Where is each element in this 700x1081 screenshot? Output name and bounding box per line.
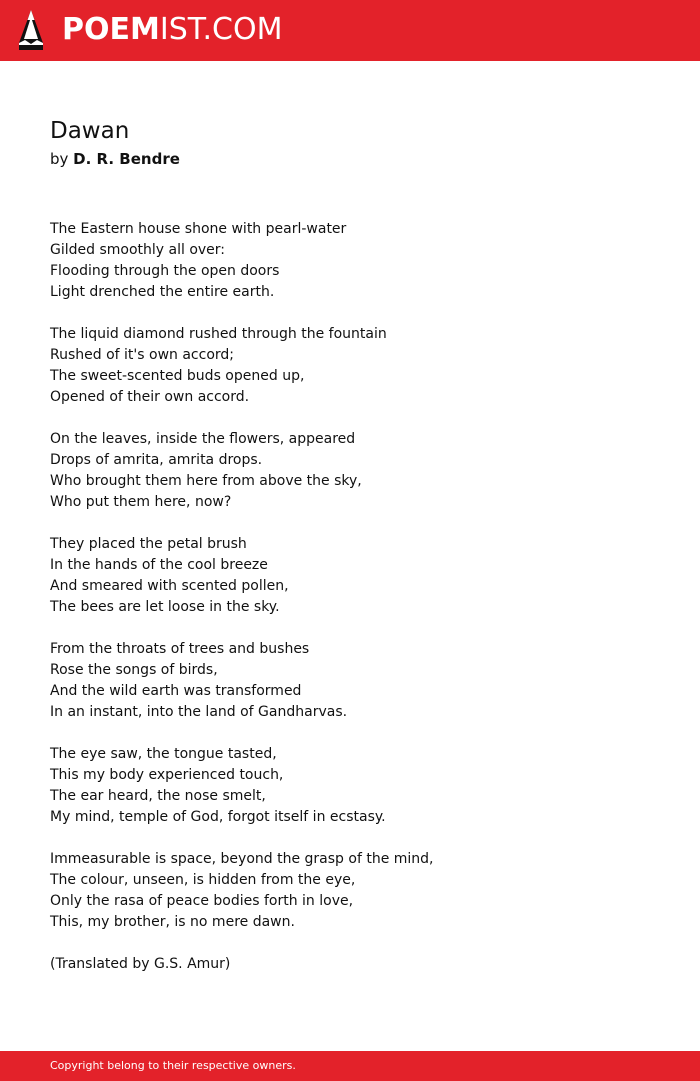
poem-line: The ear heard, the nose smelt, xyxy=(50,788,266,804)
poem-line: The bees are let loose in the sky. xyxy=(50,599,280,615)
translator-line: (Translated by G.S. Amur) xyxy=(50,956,231,972)
copyright-text: Copyright belong to their respective owners. xyxy=(50,1059,296,1072)
poem-line: Flooding through the open doors xyxy=(50,263,280,279)
poem-line: The colour, unseen, is hidden from the eye, xyxy=(50,872,356,888)
poem-line: Who put them here, now? xyxy=(50,494,232,510)
stanza xyxy=(50,429,670,513)
poem-line: And the wild earth was transformed xyxy=(50,683,302,699)
poem-line: Opened of their own accord. xyxy=(50,389,250,405)
stanza xyxy=(50,639,670,723)
brand-light: IST.COM xyxy=(159,12,283,47)
poem-line: Rose the songs of birds, xyxy=(50,662,218,678)
byline xyxy=(50,149,180,169)
poem-line: The eye saw, the tongue tasted, xyxy=(50,746,277,762)
poem-line: This my body experienced touch, xyxy=(50,767,284,783)
poem-line: On the leaves, inside the flowers, appeared xyxy=(50,431,356,447)
pen-nib-icon[interactable] xyxy=(17,9,45,51)
poem-line: In the hands of the cool breeze xyxy=(50,557,268,573)
site-header xyxy=(0,0,700,61)
poem-line: From the throats of trees and bushes xyxy=(50,641,310,657)
poem-line: This, my brother, is no mere dawn. xyxy=(50,914,295,930)
site-footer xyxy=(0,1051,700,1081)
by-prefix: by xyxy=(50,150,74,168)
poem-line: My mind, temple of God, forgot itself in ecstasy. xyxy=(50,809,386,825)
translator-credit xyxy=(50,954,670,975)
poem-line: The liquid diamond rushed through the fountain xyxy=(50,326,387,342)
poem-line: Rushed of it's own accord; xyxy=(50,347,234,363)
poem-body xyxy=(50,219,670,996)
poem-line: They placed the petal brush xyxy=(50,536,247,552)
poem-title: Dawan xyxy=(50,118,130,144)
poem-line: In an instant, into the land of Gandharvas. xyxy=(50,704,348,720)
brand-bold: POEM xyxy=(62,12,160,47)
poem-line: Who brought them here from above the sky, xyxy=(50,473,362,489)
stanza xyxy=(50,324,670,408)
stanza xyxy=(50,534,670,618)
stanza xyxy=(50,744,670,828)
site-logo-text[interactable] xyxy=(62,12,282,48)
poem-line: Gilded smoothly all over: xyxy=(50,242,226,258)
poem-line: The sweet-scented buds opened up, xyxy=(50,368,305,384)
stanza xyxy=(50,219,670,303)
author-name: D. R. Bendre xyxy=(73,150,180,168)
stanza xyxy=(50,849,670,933)
poem-line: The Eastern house shone with pearl-water xyxy=(50,221,347,237)
poem-line: Immeasurable is space, beyond the grasp of the mind, xyxy=(50,851,434,867)
poem-line: Drops of amrita, amrita drops. xyxy=(50,452,263,468)
poem-line: And smeared with scented pollen, xyxy=(50,578,289,594)
poem-line: Only the rasa of peace bodies forth in love, xyxy=(50,893,354,909)
poem-line: Light drenched the entire earth. xyxy=(50,284,275,300)
